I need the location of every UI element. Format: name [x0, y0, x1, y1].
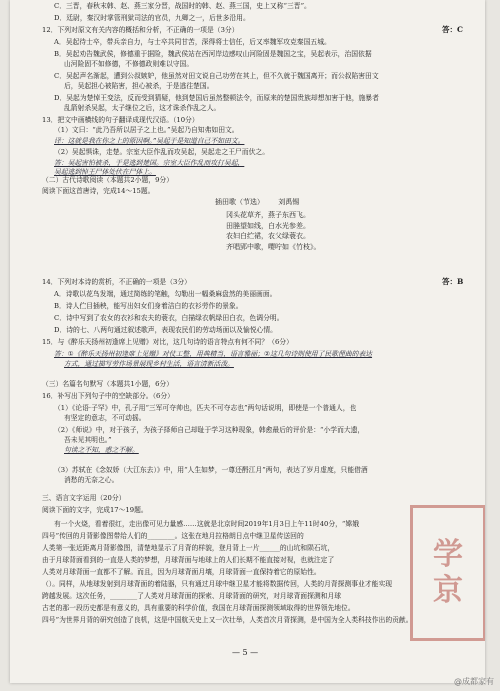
- text-line: B．诗人伫目插秧，能写出妇女们身着洁白的衣衫劳作的景象。: [54, 302, 243, 310]
- text-line: 阅读下面的文字，完成17～19题。: [42, 506, 148, 514]
- watermark: @成都家有: [454, 677, 494, 686]
- text-line: （1）文曰：“此乃吾所以居子之上也。”吴起乃自知弗如田文。: [54, 126, 239, 134]
- text-line: （1）《论语·子罕》中，孔子用“三军可夺帅也，匹夫不可夺志也”两句话说明，即使是一个普通人，也: [54, 404, 357, 412]
- text-line: A．诗歌以花鸟发端，通过简练的笔触，勾勒出一幅桑麻盘然的美丽画面。: [54, 290, 277, 298]
- text-line: D．诗的七、八两句通过叙述歌声，表现农民们的劳动场面以及愉悦心情。: [54, 326, 277, 334]
- text-line: C．吴起声名渐起，遭到公叔嫉妒，他虽然对田文说自己功劳在其上，但不久就于魏国离开；而公叔陷害田文: [54, 72, 379, 80]
- handwritten-line: 答：①《醉乐天扬州初逢席上见赠》对仗工整，用典精当，语言雅丽；②这几句诗则使用了民歌俚曲的表达: [54, 350, 373, 358]
- handwritten-line: 吴起逃到悼王尸体处伏在尸体上。: [54, 168, 156, 176]
- text-line: 人类第一张近距离月背影像图，清楚地显示了月背的样貌，登月背上一片______的山坑和陨石坑，: [42, 544, 335, 552]
- poem-line: 田塍望如线，白水光参差。: [226, 221, 310, 230]
- text-line: 13．把文中画横线的句子翻译成现代汉语。（10分）: [42, 116, 199, 124]
- handwritten-line: 方式，通过描写劳作场景展现乡村生活，语言清新活泼。: [64, 360, 234, 368]
- text-line: 人类对月球背面一直都不了解。而且，因为月球背面月壤，月球背面一直保持着它的原始性。: [42, 568, 321, 576]
- text-line: 12．下列对原文有关内容的概括和分析，不正确的一项是（3分）: [42, 26, 239, 34]
- text-line: 阅读下面这首唐诗，完成14～15题。: [42, 187, 155, 195]
- poem-heading: [215, 197, 299, 208]
- text-line: D．廷尉，秦汉时掌管刑狱司法的官员，九卿之一，后世多沿用。: [54, 14, 250, 22]
- text-line: 乱箭射杀吴起，太子继位之后，这才诛杀作乱之人。: [64, 104, 221, 112]
- poem-line: 冈头花草齐，燕子东西飞。: [226, 211, 310, 219]
- page-number: — 5 —: [232, 648, 259, 657]
- text-line: 有一个火烧，看着很红，走出像可见力量感……这就是北京时间2019年1月3日上午11时40分，“嫦娥: [54, 520, 359, 528]
- text-line: 吾未见其明也。”: [64, 436, 112, 444]
- text-line: 16．补写出下列句子中的空缺部分。（6分）: [42, 392, 174, 400]
- text-line: （二）古代诗歌阅读（本题共2小题，9分）: [42, 176, 173, 184]
- text-line: 由于月球背面看到的一直是人类的梦想，月球背面与地球上的人们长期不能直接对视，也就注定了: [42, 556, 335, 564]
- text-line: 消愁的无奈之心。: [64, 476, 119, 484]
- poem-body: [226, 210, 321, 252]
- stamp-char: 京: [433, 573, 463, 608]
- text-line: 四号”为世界月背的研究创造了良机，这是中国航天史上又一次壮举，人类首次月背探测，是中国为全人类科技作出的贡献。: [42, 616, 413, 624]
- text-line: 古老的那一段历史都是有意义的，具有重要的科学价值，我国在月球背面探测领域取得的世界领先地位。: [42, 604, 355, 612]
- handwritten-line: 答：吴起害怕被杀，于是逃到楚国。宗室大臣作乱而攻打吴起，: [54, 159, 245, 167]
- answer-mark: 答：C: [442, 25, 463, 34]
- stamp-logo: [410, 505, 485, 641]
- answer-mark: 答：B: [442, 277, 464, 286]
- text-line: 有坚定的意志，不可动摇。: [64, 414, 146, 422]
- text-line: 后，吴起担心被陷害，担心被杀，于是逃往楚国。: [64, 82, 214, 90]
- poem-line: 齐唱郢中歌，嘤咛如《竹枝》。: [226, 242, 321, 251]
- exam-page: [10, 0, 485, 683]
- text-line: （3）苏轼在《念奴娇（大江东去）》中，用“人生如梦，一尊还酹江月”两句，表达了岁月虚度，只能借酒: [54, 466, 368, 474]
- text-line: （2）吴起惧诛，走楚。宗室大臣作乱而攻吴起，吴起走之王尸而伏之。: [54, 148, 270, 156]
- text-line: （三）名篇名句默写（本题共1小题，6分）: [42, 380, 173, 388]
- text-line: （）。同样，从地球发射到月球背面的着陆器，只有通过月球中继卫星才能将数据传回，人类的月背探测事业才能实现: [42, 580, 393, 588]
- text-line: C．诗中写到了农女的衣衫和农夫的蓑衣，白描绿衣帆绿田白衣，色调分明。: [54, 314, 284, 322]
- poem-title: 插田歌（节选）: [215, 198, 264, 206]
- poem-line: 农妇白纻裙，农父绿蓑衣。: [226, 232, 310, 240]
- stamp-char: 学: [433, 537, 463, 572]
- text-line: 15．与《醉乐天扬州初逢席上见赠》对比，这几句诗的语言特点有何不同？（6分）: [42, 338, 293, 346]
- text-line: A．吴起待士卒，带兵亲自力，与士卒共同甘苦，深得将士信任，后又率魏军攻克秦国五城。: [54, 38, 331, 46]
- poem-author: 刘禹锡: [278, 198, 300, 206]
- text-line: B．吴起劝告魏武侯，修德重于据险，魏武侯站在西河岸边感叹山河险固是魏国之宝，吴起表示，治国依据: [54, 50, 372, 58]
- text-line: 山河险固不如修德，不修德政则难以守国。: [64, 60, 194, 68]
- text-line: D．吴起为楚悼王变法，反而受到猜疑，他到楚国后虽然整顿法令，而原来的楚国贵族却想加害于他，施暴者: [54, 94, 379, 102]
- text-line: 跨越发展。这次任务，________了人类对月球背面的探索、月球背面的研究，对月球背面探测和月球: [42, 592, 342, 600]
- text-line: C．三晋，春秋末韩、赵、燕三家分晋，战国时的韩、赵、燕三国，史上又称“三晋”。: [54, 2, 311, 10]
- text-line: 四号”传回的月背影像图带给人们的________。这张在地月拉格朗日点中继卫星传送回的: [42, 532, 304, 540]
- text-line: 14．下列对本诗的赏析，不正确的一项是（3分）: [42, 278, 191, 286]
- text-line: （2）《师说》中，对于孩子，为孩子择师自己却耻于学习这种现象，韩愈最后的评价是：“小学而大遗，: [54, 426, 365, 434]
- handwritten-line: 译：这就是我在你之上的原因啊。”吴起于是知道自己不如田文。: [54, 137, 245, 145]
- handwritten-line: 句读之不知，惑之不解。: [64, 446, 139, 454]
- text-line: 三、语言文字运用（20分）: [42, 494, 126, 502]
